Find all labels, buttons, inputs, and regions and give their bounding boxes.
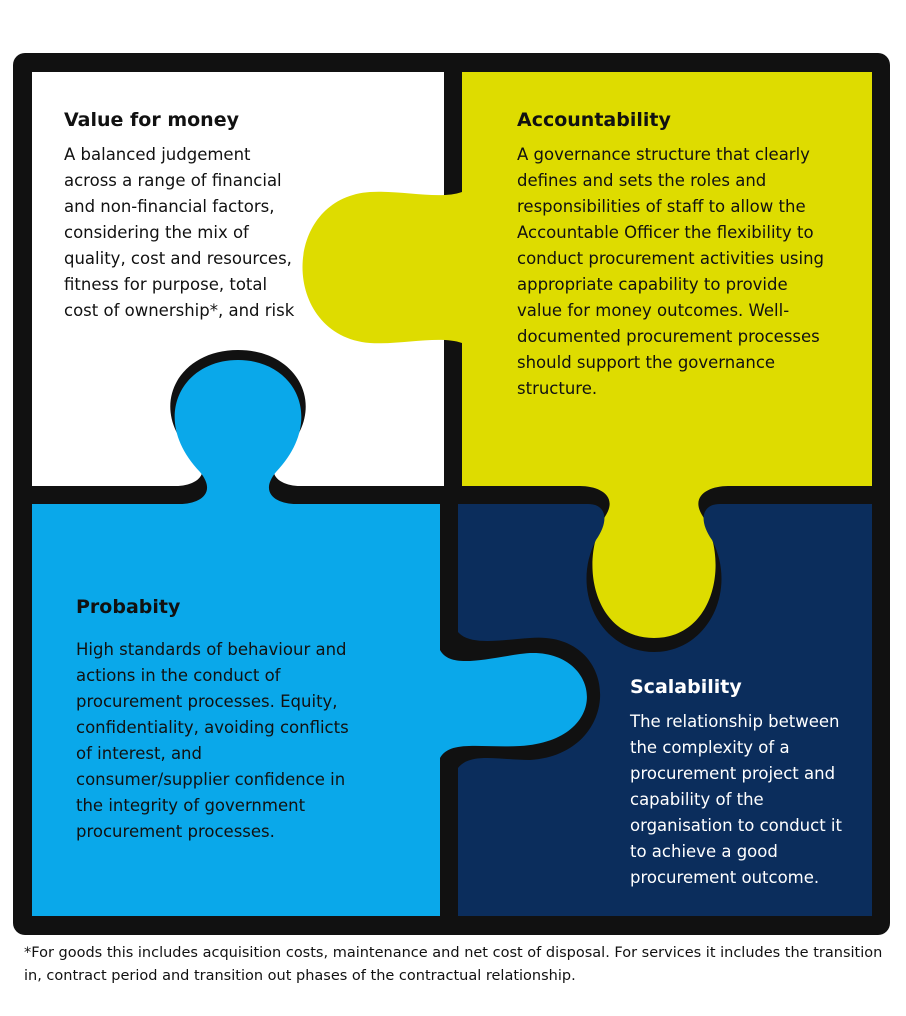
scalability-body: The relationship between the complexity of a procurement project and capability of the organisation to conduct it to achieve a good procurement outcome. [630,712,842,887]
scalability-title: Scalability [630,676,742,698]
accountability-body: A governance structure that clearly defines and sets the roles and responsibilities of staff to allow the Accountable Officer the flexibility to conduct procurement activities using appropriate capability to provide value for money outcomes. Well- documented procurement processes should support the governance structure. [517,145,825,398]
value-for-money-text [64,108,304,324]
value-for-money-title: Value for money [64,109,239,131]
scalability-text [630,675,860,891]
accountability-text [517,108,837,402]
probity-text [76,595,376,845]
probity-body: High standards of behaviour and actions in the conduct of procurement processes. Equity, confidentiality, avoiding conflicts of interest, and consumer/supplier confidence in the integrity of government procurement processes. [76,640,349,841]
accountability-title: Accountability [517,109,671,131]
probity-title: Probabity [76,596,181,618]
value-for-money-body: A balanced judgement across a range of financial and non-financial factors, considering the mix of quality, cost and resources, fitness for purpose, total cost of ownership*, and risk [64,145,295,320]
footnote: *For goods this includes acquisition costs, maintenance and net cost of disposal. For services it includes the transition in, contract period and transition out phases of the contractual relationship. [24,945,883,984]
